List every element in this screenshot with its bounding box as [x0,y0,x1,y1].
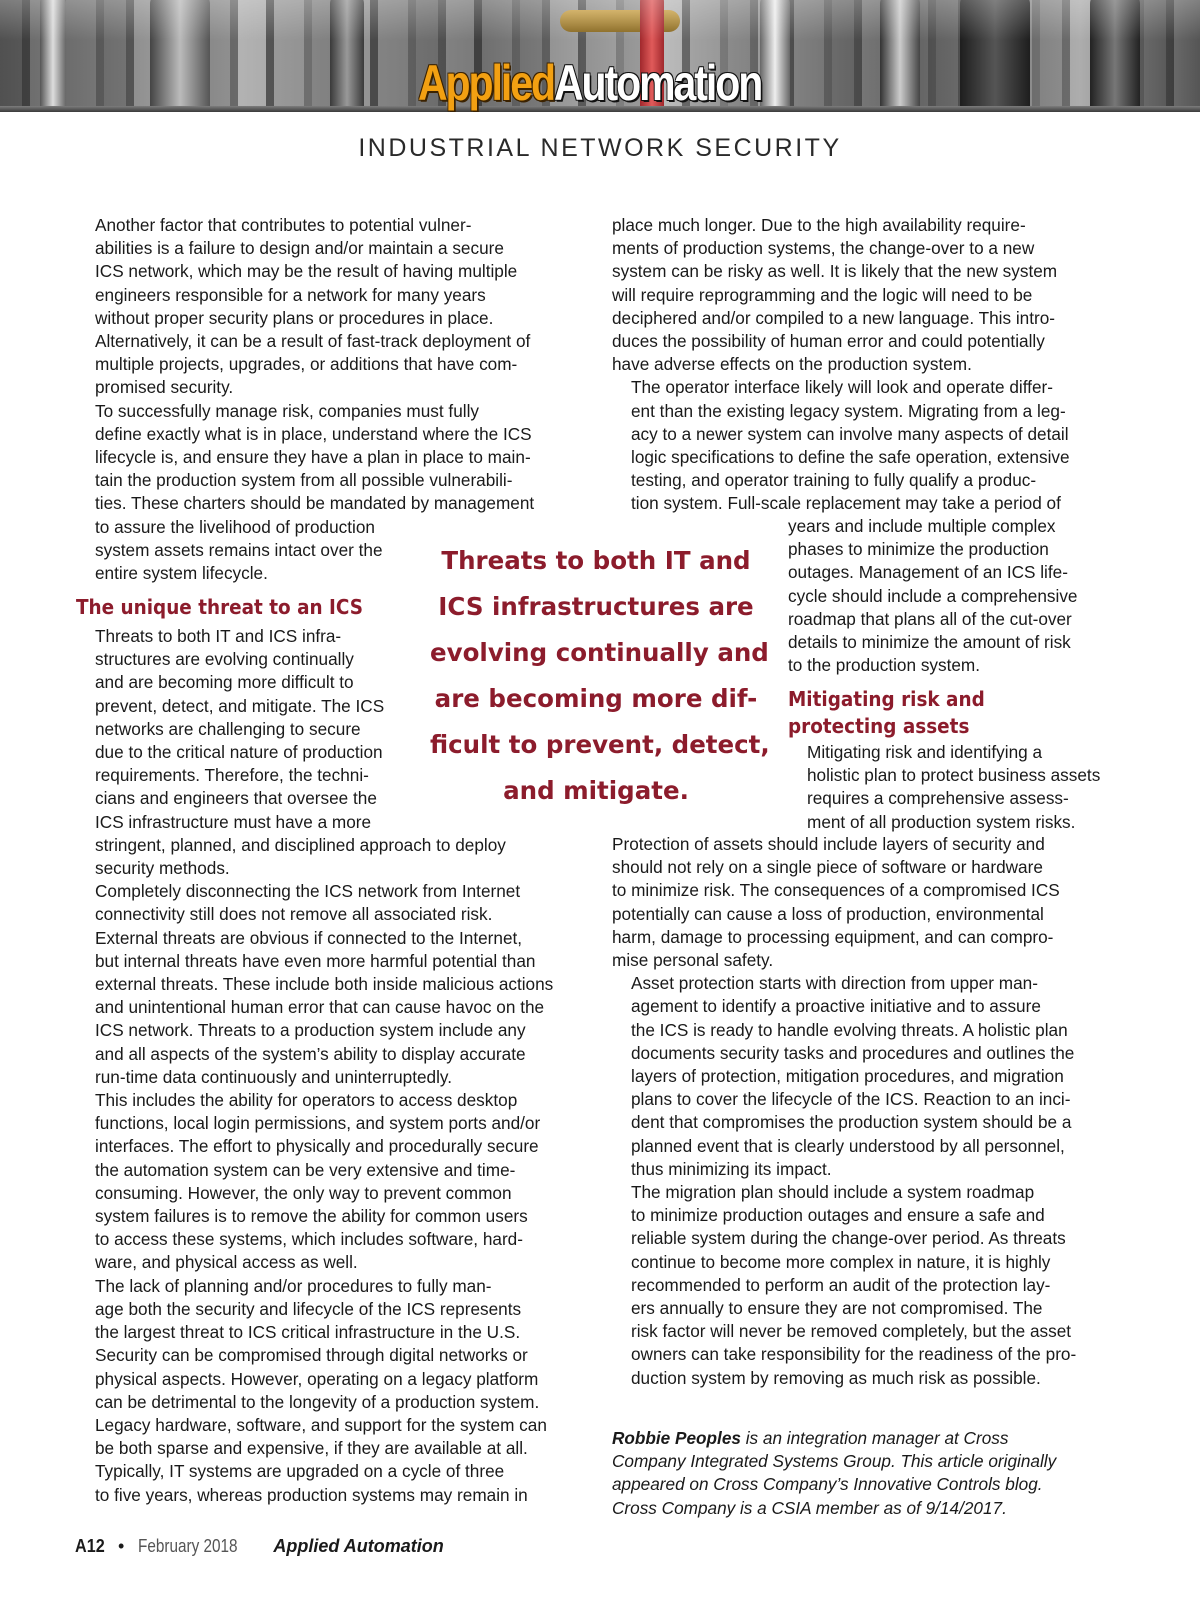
text-line: ers annually to ensure they are not compromised. The [631,1298,1043,1319]
text-line: security methods. [95,858,230,879]
text-line: roadmap that plans all of the cut-over [788,608,1072,629]
text-line: acy to a newer system can involve many aspects of detail [631,423,1069,444]
text-line: stringent, planned, and disciplined approach to deploy [95,834,506,855]
page-number: A12 [75,1536,105,1556]
text-line: without proper security plans or procedures in place. [95,307,494,328]
text-line: years and include multiple complex [788,516,1056,536]
text-line: The lack of planning and/or procedures to fully man- [95,1275,492,1296]
page-footer [75,1534,444,1558]
paragraph [612,833,1152,972]
text-line: plans to cover the lifecycle of the ICS. Reaction to an inci- [631,1089,1071,1110]
text-line: Alternatively, it can be a result of fast-track deployment of [95,331,531,352]
text-line: to five years, whereas production systems may remain in [95,1484,528,1505]
section-title: INDUSTRIAL NETWORK SECURITY [358,134,842,162]
column-2-wrap-2 [788,741,1158,834]
text-line: This includes the ability for operators to access desktop [95,1090,518,1111]
text-line: protecting assets [788,714,970,738]
text-line: ment of all production system risks. [807,811,1076,832]
text-line: define exactly what is in place, understand where the ICS [95,423,532,444]
text-line: run-time data continuously and uninterruptedly. [95,1066,453,1087]
text-line: structures are evolving continually [95,649,354,670]
text-line: to minimize risk. The consequences of a compromised ICS [612,880,1060,901]
text-line: but internal threats have even more harmful potential than [95,950,536,971]
text-line: tain the production system from all possible vulnerabili- [95,470,513,491]
column-2-top [612,214,1152,516]
heading-unique-threat: The unique threat to an ICS [76,595,363,619]
header-banner-image [0,0,1200,112]
text-line: evolving continually and [430,638,769,667]
text-line: potentially can cause a loss of production, environmental [612,903,1044,924]
text-line: functions, local login permissions, and system ports and/or [95,1113,541,1134]
text-line: duces the possibility of human error and could potentially [612,331,1045,352]
text-line: ICS infrastructure must have a more [95,811,372,832]
column-2-bottom [612,833,1152,1390]
text-line: Asset protection starts with direction from upper man- [631,973,1038,994]
text-line: dent that compromises the production system should be a [631,1112,1072,1133]
text-line: to minimize production outages and ensure a safe and [631,1205,1045,1226]
text-line: cians and engineers that oversee the [95,788,377,809]
text-line: connectivity still does not remove all associated risk. [95,904,493,925]
text-line: ments of production systems, the change-over to a new [612,238,1035,259]
text-line: holistic plan to protect business assets [807,765,1101,786]
text-line: can be detrimental to the longevity of a production system. [95,1391,540,1412]
text-line: Threats to both IT and ICS infra- [95,626,342,646]
text-line: Threats to both IT and [441,546,751,575]
text-line: the automation system can be very extensive and time- [95,1159,516,1180]
text-line: interfaces. The effort to physically and procedurally secure [95,1136,539,1157]
text-line: consuming. However, the only way to prevent common [95,1182,512,1203]
text-line: and unintentional human error that can cause havoc on the [95,997,545,1018]
text-line: entire system lifecycle. [95,563,268,584]
text-line: and are becoming more difficult to [95,672,354,693]
text-line: reliable system during the change-over period. As threats [631,1228,1066,1249]
text-line: ties. These charters should be mandated by management [95,493,535,514]
text-line: promised security. [95,377,234,398]
text-line: due to the critical nature of production [95,742,383,763]
text-line: engineers responsible for a network for many years [95,284,486,305]
text-line: Protection of assets should include layers of security and [612,834,1045,854]
paragraph [788,515,1158,677]
paragraph [76,1275,596,1461]
text-line: prevent, detect, and mitigate. The ICS [95,695,385,716]
text-line: mise personal safety. [612,950,774,971]
text-line: ICS infrastructures are [438,592,754,621]
issue-date: February 2018 [138,1536,238,1556]
text-line: system assets remains intact over the [95,539,383,560]
text-line: and mitigate. [503,776,689,805]
column-1-top [76,214,596,585]
text-line: the ICS is ready to handle evolving threats. A holistic plan [631,1019,1068,1040]
text-line: to assure the livelihood of production [95,516,375,537]
text-line: networks are challenging to secure [95,718,361,739]
text-line: system can be risky as well. It is likely that the new system [612,261,1058,282]
text-line: documents security tasks and procedures and outlines the [631,1042,1075,1063]
text-line: external threats. These include both inside malicious actions [95,974,554,995]
text-line: physical aspects. However, operating on a legacy platform [95,1368,539,1389]
text-line: deciphered and/or compiled to a new language. This intro- [612,307,1056,328]
text-line: requires a comprehensive assess- [807,788,1069,809]
text-line: The operator interface likely will look and operate differ- [631,377,1053,398]
text-line: recommended to perform an audit of the protection lay- [631,1274,1051,1295]
text-line: testing, and operator training to fully qualify a produc- [631,470,1037,491]
text-line: ware, and physical access as well. [95,1252,358,1273]
author-name: Robbie Peoples [612,1428,741,1448]
paragraph [612,972,1152,1181]
text-line: thus minimizing its impact. [631,1158,832,1179]
text-line: be both sparse and expensive, if they are available at all. [95,1438,528,1459]
author-bio: Robbie Peoples is an integration manager at Cross Company Integrated Systems Group. This article originally appeared on Cross Company’s Innovative Controls blog. Cross Company is a CSIA member as of 9/14/2017. [612,1428,1057,1518]
text-line: continue to become more complex in nature, it is highly [631,1251,1051,1272]
paragraph [612,376,1152,515]
text-line: outages. Management of an ICS life- [788,562,1068,583]
text-line: to the production system. [788,655,981,676]
text-line: requirements. Therefore, the techni- [95,765,369,786]
text-line: owners can take responsibility for the readiness of the pro- [631,1344,1077,1365]
text-line: duction system by removing as much risk as possible. [631,1367,1041,1388]
text-line: Security can be compromised through digital networks or [95,1345,528,1366]
text-line: Mitigating risk and [788,687,985,711]
text-line: planned event that is clearly understood by all personnel, [631,1135,1065,1156]
paragraph [76,1089,596,1275]
magazine-logo: AppliedAutomation [418,55,762,111]
text-line: phases to minimize the production [788,539,1049,560]
text-line: are becoming more dif- [434,684,758,713]
text-line: details to minimize the amount of risk [788,632,1071,653]
paragraph [612,214,1152,376]
text-line: lifecycle is, and ensure they have a plan in place to main- [95,447,531,468]
paragraph [76,1460,596,1506]
text-line: External threats are obvious if connected to the Internet, [95,927,523,948]
paragraph [788,741,1158,834]
text-line: ICS network. Threats to a production system include any [95,1020,526,1041]
text-line: ent than the existing legacy system. Migrating from a leg- [631,400,1066,421]
text-line: multiple projects, upgrades, or additions that have com- [95,354,518,375]
text-line: harm, damage to processing equipment, and can compro- [612,926,1054,947]
text-line: Mitigating risk and identifying a [807,742,1043,762]
text-line: age both the security and lifecycle of the ICS represents [95,1298,522,1319]
magazine-name: Applied Automation [273,1536,444,1556]
pull-quote [430,538,770,814]
text-line: ICS network, which may be the result of having multiple [95,261,518,282]
text-line: layers of protection, mitigation procedures, and migration [631,1066,1064,1087]
text-line: to access these systems, which includes software, hard- [95,1229,523,1250]
text-line: system failures is to remove the ability for common users [95,1206,528,1227]
paragraph [76,214,596,400]
text-line: ficult to prevent, detect, [430,730,770,759]
text-line: risk factor will never be removed completely, but the asset [631,1321,1072,1342]
text-line: Another factor that contributes to potential vulner- [95,215,472,235]
text-line: have adverse effects on the production system. [612,354,972,375]
text-line: place much longer. Due to the high availability require- [612,215,1026,235]
text-line: Typically, IT systems are upgraded on a cycle of three [95,1461,505,1482]
text-line: tion system. Full-scale replacement may take a period of [631,493,1061,514]
text-line: agement to identify a proactive initiative and to assure [631,996,1041,1017]
heading-mitigating-risk [788,686,985,740]
text-line: The migration plan should include a system roadmap [631,1182,1035,1203]
text-line: To successfully manage risk, companies must fully [95,400,479,421]
text-line: abilities is a failure to design and/or maintain a secure [95,238,504,259]
text-line: should not rely on a single piece of software or hardware [612,857,1043,878]
column-2-wrap [788,515,1158,677]
text-line: and all aspects of the system’s ability to display accurate [95,1043,526,1064]
text-line: cycle should include a comprehensive [788,585,1078,606]
text-line: Completely disconnecting the ICS network from Internet [95,881,521,902]
text-line: logic specifications to define the safe operation, extensive [631,447,1070,468]
text-line: will require reprogramming and the logic will need to be [612,284,1033,305]
text-line: Legacy hardware, software, and support for the system can [95,1414,547,1435]
paragraph [76,880,596,1089]
text-line: the largest threat to ICS critical infrastructure in the U.S. [95,1322,521,1343]
footer-separator: • [118,1536,125,1556]
paragraph [612,1181,1152,1390]
